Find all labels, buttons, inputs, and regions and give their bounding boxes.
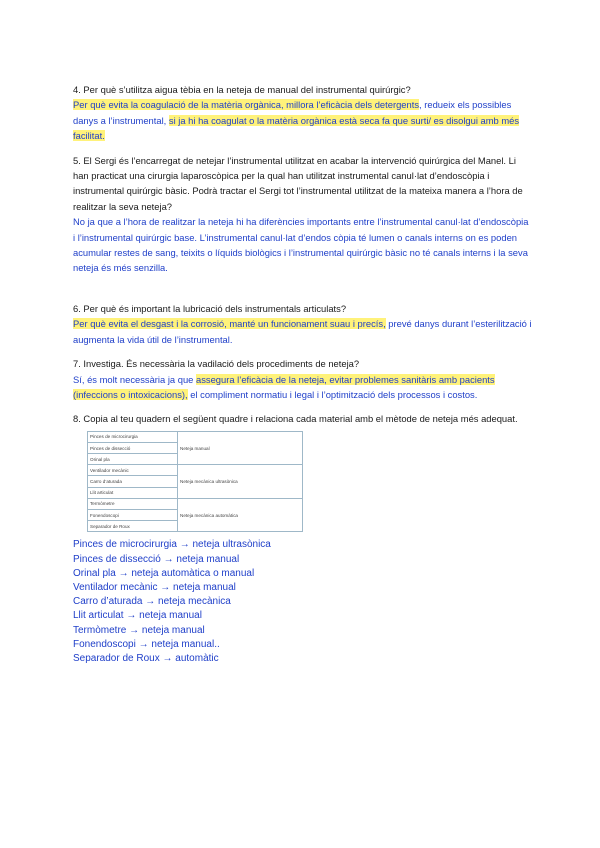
answer-6-text: prevé danys durant l’esterilització i augmenta la vida útil de l’instrumental. — [73, 318, 532, 345]
list-item: Ventilador mecànic → neteja manual — [73, 582, 236, 594]
answer-7-text-1: Sí, és molt necessària ja que — [73, 373, 196, 385]
table-cell-method: Neteja manual — [178, 431, 303, 465]
answer-8-list — [73, 538, 533, 666]
document-content — [73, 82, 533, 666]
question-4: 4. Per què s’utilitza aigua tèbia en la neteja de manual del instrumental quirúrgic? — [73, 84, 411, 95]
table-cell-method: Neteja mecànica ultrasònica — [178, 465, 303, 499]
answer-7-text-2: el compliment normatiu i legal i l’optimització dels processos i costos. — [187, 388, 478, 400]
table-cell-item: Termòmetre — [88, 498, 178, 509]
table-cell-method: Neteja mecànica automàtica — [178, 498, 303, 532]
list-item: Llit articulat → neteja manual — [73, 610, 202, 622]
table-cell-item: Ventilador mecànic — [88, 465, 178, 476]
list-item: Carro d’aturada → neteja mecànica — [73, 596, 231, 608]
answer-7-highlight: assegura l’eficàcia de la neteja, evitar problemes sanitàris amb pacients (infeccions o intoxicacions), — [73, 373, 495, 400]
table-cell-item: Separador de Roux — [88, 521, 178, 532]
question-6: 6. Per què és important la lubricació dels instrumentals articulats? — [73, 302, 347, 314]
table-cell-item: Orinal pla — [88, 454, 178, 465]
table-cell-item: Llit articulat — [88, 487, 178, 498]
materials-table — [87, 431, 303, 533]
answer-7 — [73, 372, 533, 403]
answer-5: No ja que a l’hora de realitzar la neteja hi ha diferències importants entre l’instrumental canul·lat d’endoscòpia i l’instrumental quirúrgic base. L’instrumental canul·lat d’endos còpia té lumen o canals interns on es poden acumular restes de sang, teixits o líquids biològics i l’instrumental quirúrgic bàsic no té canals interns i la seva neteja és més senzilla. — [73, 216, 529, 274]
table-row — [88, 431, 303, 442]
question-7: 7. Investiga. És necessària la vadilació dels procediments de neteja? — [73, 358, 360, 370]
answer-6-highlight: Per què evita el desgast i la corrosió, manté un funcionament suau i precís, — [73, 318, 386, 330]
list-item: Fonendoscopi → neteja manual.. — [73, 638, 220, 650]
list-item: Orinal pla → neteja automàtica o manual — [73, 567, 255, 579]
list-item: Pinces de dissecció → neteja manual — [73, 553, 240, 565]
list-item: Separador de Roux → automàtic — [73, 653, 219, 665]
list-item: Pinces de microcirurgia → neteja ultrasònica — [73, 539, 271, 551]
answer-6 — [73, 316, 533, 347]
question-8: 8. Copia al teu quadern el següent quadre i relaciona cada material amb el mètode de neteja més adequat. — [73, 413, 518, 425]
table-cell-item: Pinces de dissecció — [88, 442, 178, 453]
answer-4-highlight-1: Per què evita la coagulació de la matèria orgànica, millora l’eficàcia dels detergents — [73, 99, 420, 111]
table-cell-item: Carro d’aturada — [88, 476, 178, 487]
answer-4-highlight-2: si ja hi ha coagulat o la matèria orgànica està seca fa que surti/ es disolgui amb més facilitat. — [73, 114, 520, 142]
table-row — [88, 498, 303, 509]
list-item: Termòmetre → neteja manual — [73, 624, 205, 636]
table-cell-item: Pinces de microcirurgia — [88, 431, 178, 442]
answer-4-text: , redueix els possibles danys a l’instrumental, — [73, 99, 512, 126]
answer-4 — [73, 97, 533, 143]
table-cell-item: Fonendoscopi — [88, 510, 178, 521]
table-row — [88, 465, 303, 476]
question-5: 5. El Sergi és l’encarregat de netejar l’instrumental utilitzat en acabar la intervenció quirúrgica del Manel. Li han practicat una cirurgia laparoscòpica per la qual han utilitzat instrumental canul·lat d’endoscòpia i instrumental quirúrgic bàsic. Podrà tractar el Sergi tot l’instrumental utilitzat de la mateixa manera a l’hora de realitzar la seva neteja? — [73, 154, 523, 212]
